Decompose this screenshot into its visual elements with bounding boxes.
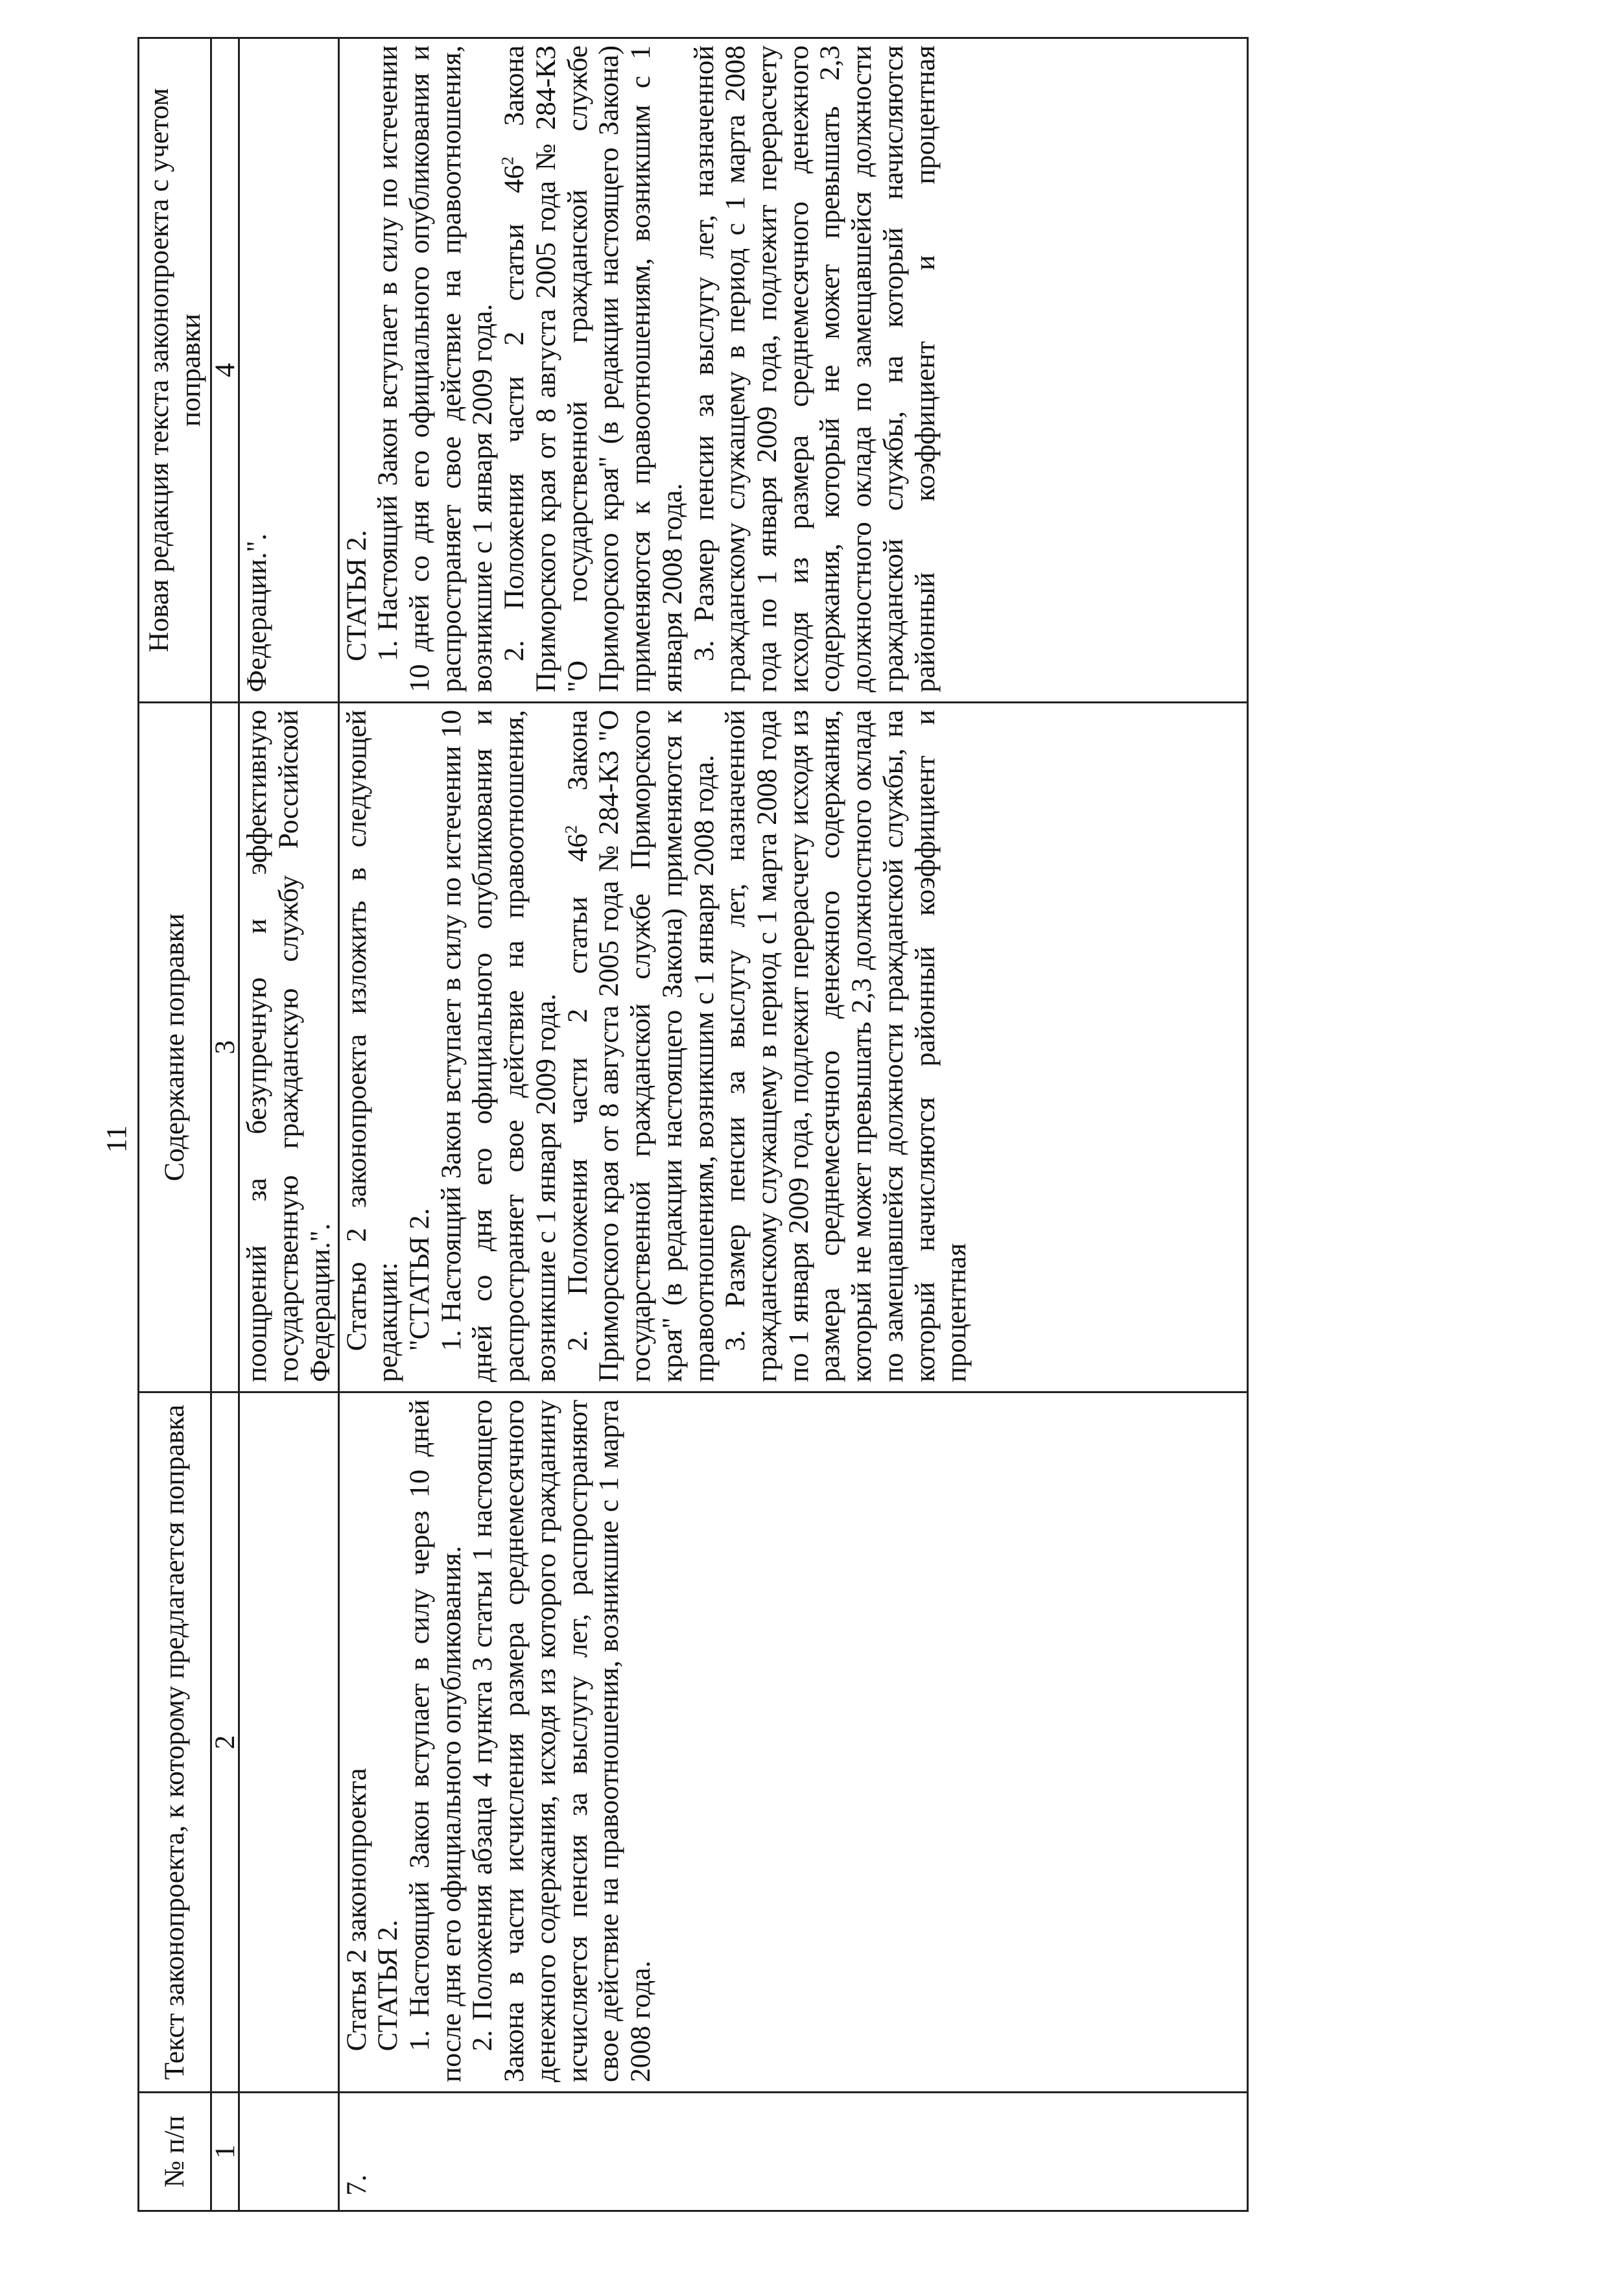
new-edition-cell: Федерации.". (239, 38, 338, 703)
column-number: 4 (211, 38, 239, 703)
paragraph: "СТАТЬЯ 2. (404, 1208, 436, 1352)
amendments-table (137, 37, 1249, 2212)
column-number-row (211, 38, 239, 2211)
paragraph: 3. Размер пенсии за выслугу лет, назначенной гражданскому служащему в период с 1 марта 2008 года по 1 января 2009 года, подлежит перерасчету исходя из размера среднемесячного денежного содержания, который не может превышать 2,3 должностного оклада по замещавшейся должности гражданской службы, на который начисляются районный коэффициент и процентная (688, 45, 941, 692)
page-number: 11 (100, 1125, 132, 1153)
table-header-row (139, 38, 211, 2211)
header-number: № п/п (139, 2093, 211, 2211)
row-number: 7. (338, 2093, 1247, 2211)
header-new-edition: Новая редакция текста законопроекта с учетом поправки (139, 38, 211, 703)
bill-text-cell (338, 1392, 1247, 2093)
paragraph: СТАТЬЯ 2. (340, 530, 372, 662)
paragraph: 1. Настоящий Закон вступает в силу по истечении 10 дней со дня его официального опубликования и распространяет свое действие на правоотношения, возникшие с 1 января 2009 года. (435, 710, 561, 1382)
paragraph: 2. Положения части 2 статьи $46^2$ Закона Приморского края от 8 августа 2005 года № 284-КЗ "О государственной гражданской службе Приморского края" (в редакции настоящего Закона) применяются к правоотношениям, возникшим с 1 января 2008 года. (561, 710, 720, 1382)
new-edition-cell (338, 38, 1247, 703)
header-amendment-content: Содержание поправки (139, 703, 211, 1392)
amendment-content-cell (338, 703, 1247, 1392)
paragraph: Статью 2 законопроекта изложить в следующей редакции: (340, 710, 404, 1382)
paragraph: 1. Настоящий Закон вступает в силу по истечении 10 дней со дня его официального опубликования и распространяет свое действие на правоотношения, возникшие с 1 января 2009 года. (372, 45, 499, 692)
paragraph: 2. Положения части 2 статьи $46^2$ Закона Приморского края от 8 августа 2005 года № 284-КЗ "О государственной гражданской службе Приморского края" (в редакции настоящего Закона) применяются к правоотношениям, возникшим с 1 января 2008 года. (498, 45, 688, 692)
column-number: 3 (211, 703, 239, 1392)
bill-text-cell (239, 1392, 338, 2093)
paragraph: Статья 2 законопроекта (340, 1768, 372, 2052)
paragraph: 1. Настоящий Закон вступает в силу через 10 дней после дня его официального опубликования. (404, 1400, 467, 2082)
paragraph: 3. Размер пенсии за выслугу лет, назначенной гражданскому служащему в период с 1 марта 2008 года по 1 января 2009 года, подлежит перерасчету исходя из размера среднемесячного денежного содержания, который не может превышать 2,3 должностного оклада по замещавшейся должности гражданской службы, на который начисляются районный коэффициент и процентная (720, 710, 972, 1382)
column-number: 1 (211, 2093, 239, 2211)
amendment-content-cell: поощрений за безупречную и эффективную государственную гражданскую службу Российской Федерации.". (239, 703, 338, 1392)
paragraph: 2. Положения абзаца 4 пункта 3 статьи 1 настоящего Закона в части исчисления размера среднемесячного денежного содержания, исходя из которого гражданину исчисляется пенсия за выслугу лет, распространяют свое действие на правоотношения, возникшие с 1 марта 2008 года. (467, 1400, 657, 2082)
row-number (239, 2093, 338, 2211)
paragraph: СТАТЬЯ 2. (372, 1920, 404, 2052)
header-bill-text: Текст законопроекта, к которому предлагается поправка (139, 1392, 211, 2093)
table-row-continued (239, 38, 338, 2211)
column-number: 2 (211, 1392, 239, 2093)
table-row-7 (338, 38, 1247, 2211)
